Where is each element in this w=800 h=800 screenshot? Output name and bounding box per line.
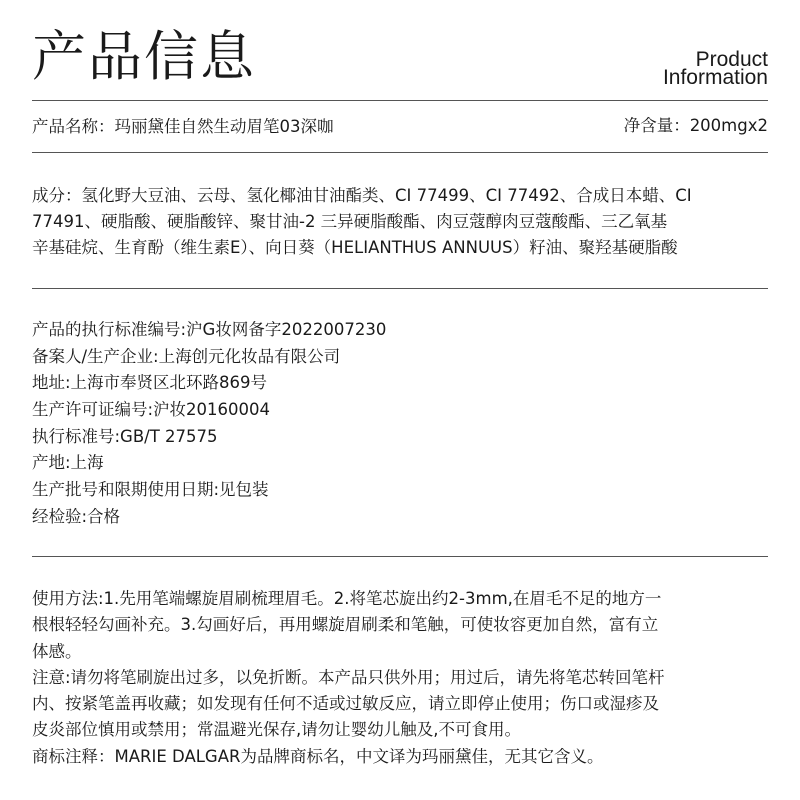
info-line: 地址:上海市奉贤区北环路869号 [32, 373, 268, 393]
usage-line: 体感。 [32, 641, 82, 661]
usage-line: 使用方法:1.先用笔端螺旋眉刷梳理眉毛。2.将笔芯旋出约2-3mm,在眉毛不足的地方一 [32, 589, 662, 608]
usage-line: 注意:请勿将笔刷旋出过多，以免折断。本产品只供外用；用过后，请先将笔芯转回笔杆 [32, 667, 665, 687]
net-content: 净含量：200mgx2 [623, 116, 768, 135]
usage-line: 内、按紧笔盖再收藏；如发现有任何不适或过敏反应，请立即停止使用；伤口或湿疹及 [32, 694, 659, 714]
info-line: 执行标准号:GB/T 27575 [32, 426, 218, 446]
info-line: 生产批号和限期使用日期:见包装 [32, 480, 269, 500]
divider-top [32, 100, 768, 101]
ingredients-line: 辛基硅烷、生育酚（维生素E）、向日葵（HELIANTHUS ANNUUS）籽油、聚羟基硬脂酸 [32, 238, 678, 257]
usage-line: 皮炎部位慎用或禁用；常温避光保存,请勿让婴幼儿触及,不可食用。 [32, 720, 521, 740]
info-line: 备案人/生产企业:上海创元化妆品有限公司 [32, 346, 341, 366]
info-line: 经检验:合格 [32, 506, 121, 526]
ingredients-section [32, 183, 768, 261]
info-line: 产品的执行标准编号:沪G妆网备字2022007230 [32, 320, 387, 339]
divider-3 [32, 556, 768, 557]
usage-line: 商标注释：MARIE DALGAR为品牌商标名，中文译为玛丽黛佳，无其它含义。 [32, 746, 604, 766]
info-line: 生产许可证编号:沪妆20160004 [32, 400, 271, 420]
page-title-english-line1: Product [695, 48, 768, 71]
info-line: 产地:上海 [32, 453, 104, 473]
ingredients-line: 成分：氢化野大豆油、云母、氢化椰油甘油酯类、CI 77499、CI 77492、合成日本蜡、CI [32, 186, 692, 205]
usage-section [32, 586, 768, 770]
page-title: 产品信息 [32, 25, 256, 88]
page-title-english-line2: Information [662, 66, 768, 89]
ingredients-line: 77491、硬脂酸、硬脂酸锌、聚甘油-2 三异硬脂酸酯、肉豆蔻醇肉豆蔻酸酯、三乙氧基 [32, 212, 668, 231]
divider-1 [32, 152, 768, 153]
divider-2 [32, 288, 768, 289]
product-name: 产品名称：玛丽黛佳自然生动眉笔03深咖 [32, 117, 334, 136]
page-title-english [662, 48, 768, 89]
usage-line: 根根轻轻勾画补充。3.勾画好后，再用螺旋眉刷柔和笔触，可使妆容更加自然，富有立 [32, 615, 659, 635]
regulatory-info-section [32, 317, 768, 531]
